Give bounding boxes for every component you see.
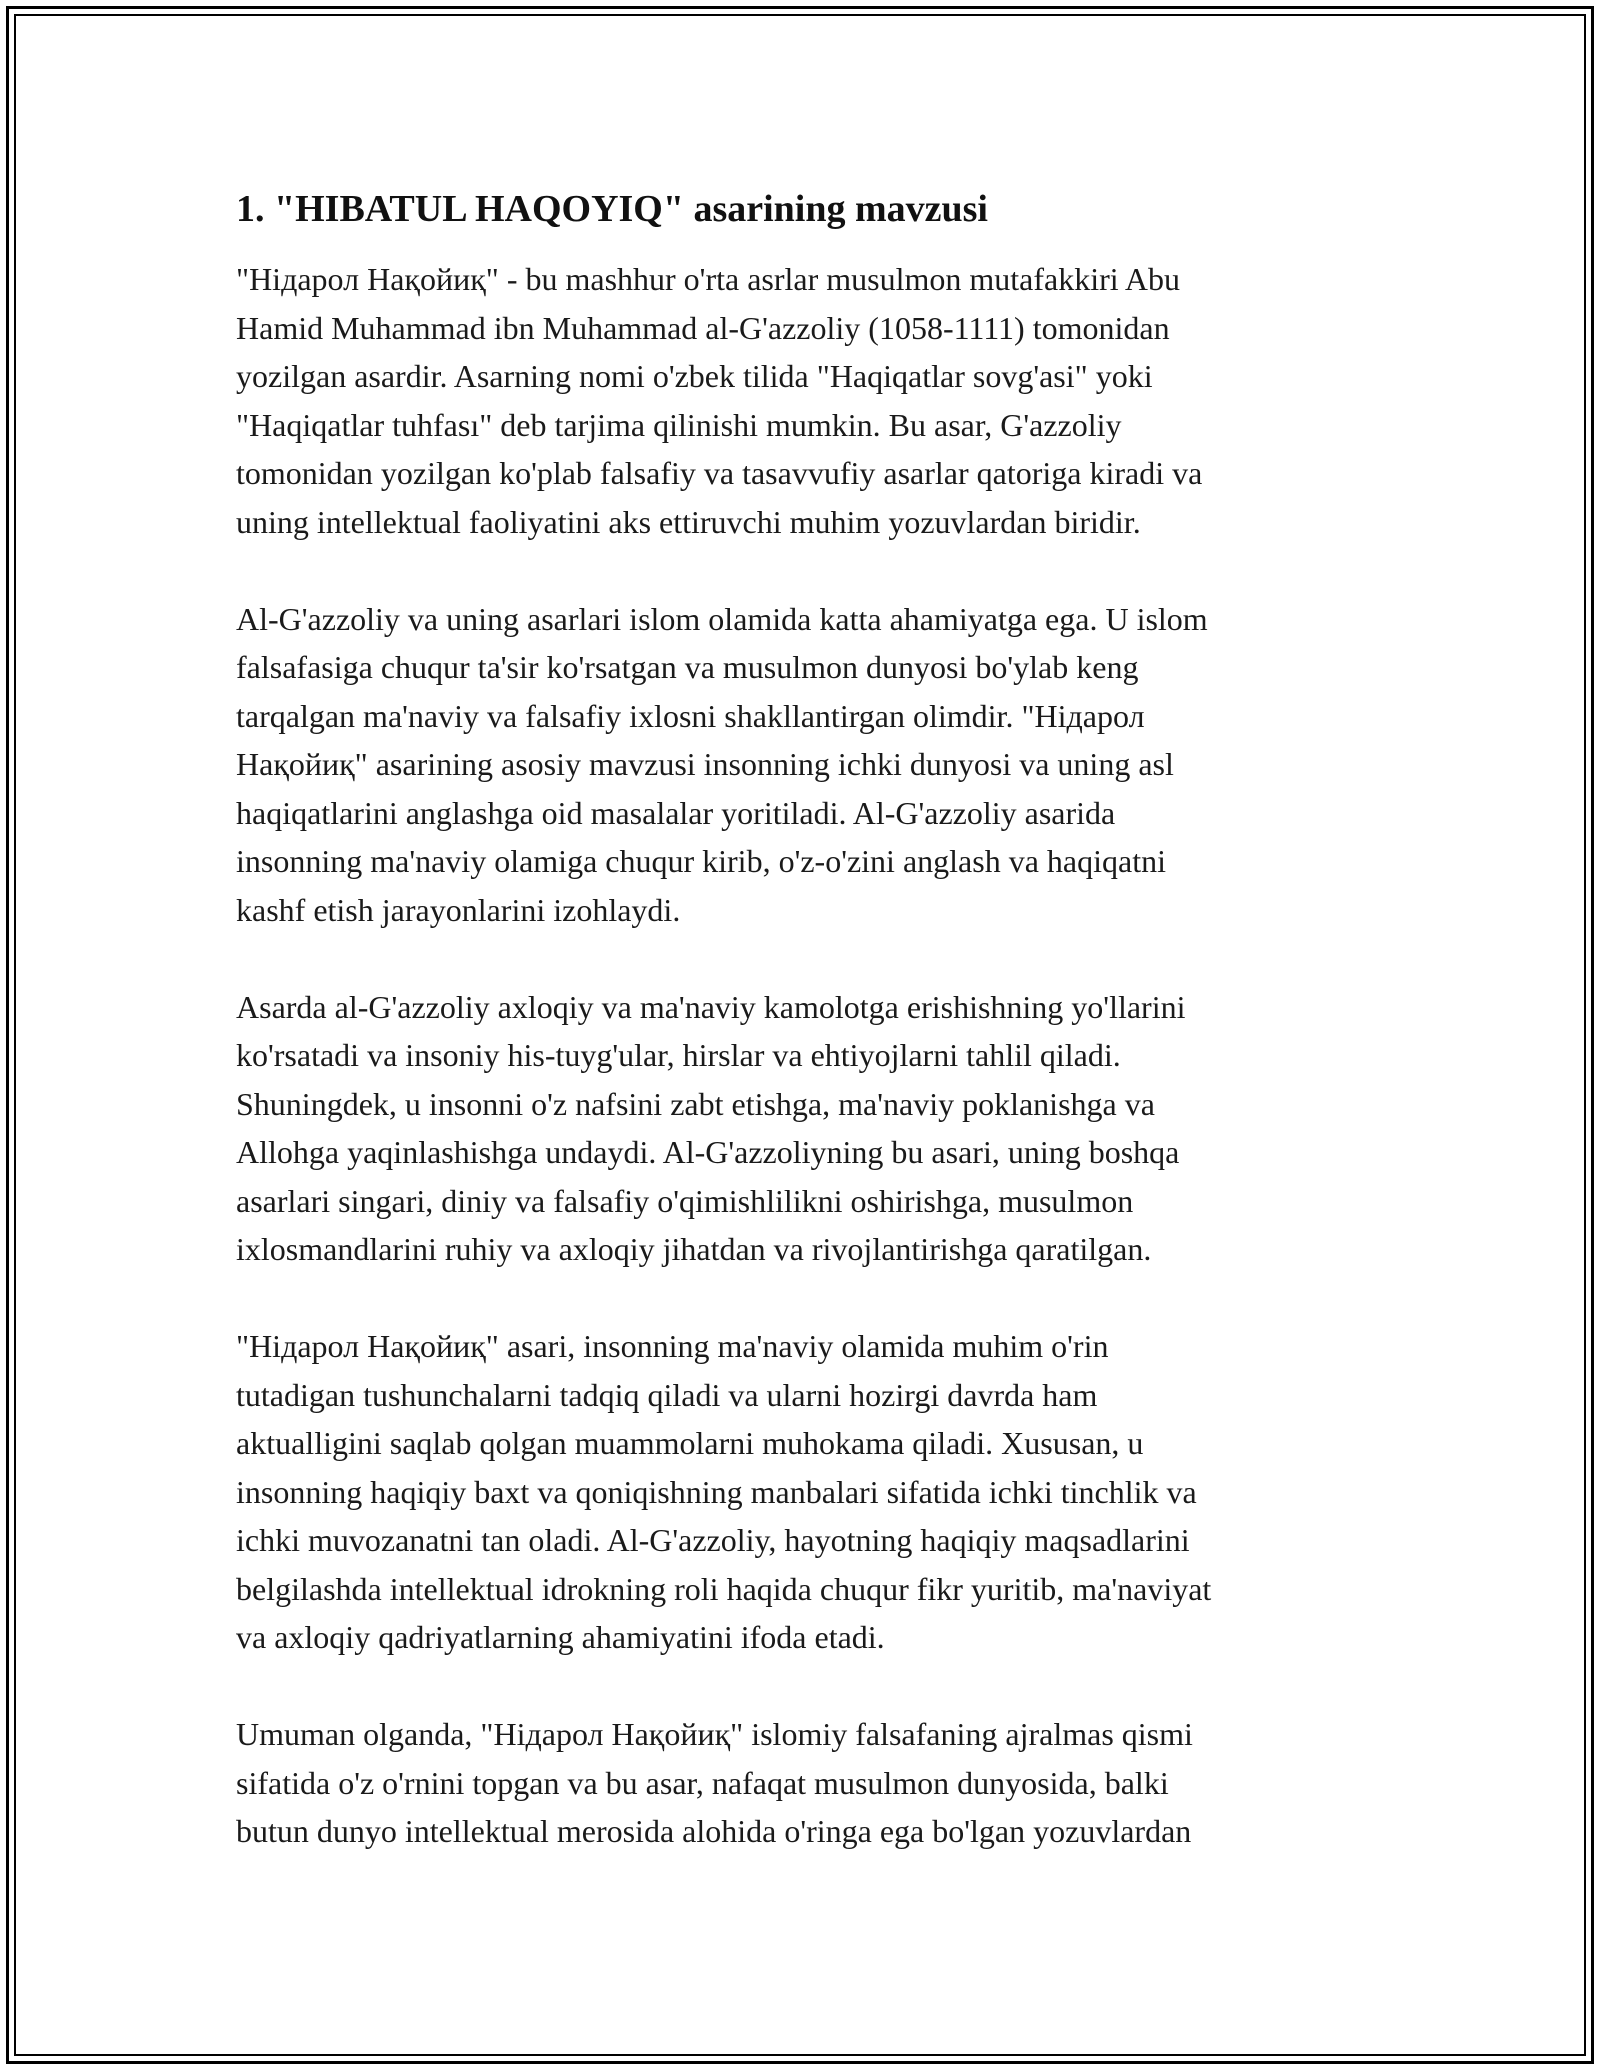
text-line: haqiqatlarini anglashga oid masalalar yoritiladi. Al-G'azzoliy asarida xyxy=(236,794,1116,831)
text-line: kashf etish jarayonlarini izohlaydi. xyxy=(236,891,681,928)
text-line: "Haqiqatlar tuhfası" deb tarjima qilinishi mumkin. Bu asar, G'azzoliy xyxy=(236,406,1122,443)
text-line: asarlari singari, diniy va falsafiy o'qimishlilikni oshirishga, musulmon xyxy=(236,1182,1134,1219)
text-line: Asarda al-G'azzoliy axloqiy va ma'naviy kamolotga erishishning yo'llarini xyxy=(236,988,1186,1025)
text-line: uning intellektual faoliyatini aks ettiruvchi muhim yozuvlardan biridir. xyxy=(236,503,1141,540)
paragraph-4 xyxy=(236,1322,1366,1662)
text-line: falsafasiga chuqur ta'sir ko'rsatgan va musulmon dunyosi bo'ylab keng xyxy=(236,649,1139,685)
text-line: "Hідарол Нақойиқ" asari, insonning ma'naviy olamida muhim o'rin xyxy=(236,1328,1109,1364)
text-line: tarqalgan ma'naviy va falsafiy ixlosni shakllantirgan olimdir. "Hідарол xyxy=(236,697,1145,734)
text-line: ixlosmandlarini ruhiy va axloqiy jihatdan va rivojlantirishga qaratilgan. xyxy=(236,1231,1152,1267)
text-line: insonning ma'naviy olamiga chuqur kirib, o'z-o'zini anglash va haqiqatni xyxy=(236,843,1166,879)
text-line: Shuningdek, u insonni o'z nafsini zabt etishga, ma'naviy poklanishga va xyxy=(236,1085,1155,1122)
paragraph-3 xyxy=(236,983,1366,1274)
text-line: Hamid Muhammad ibn Muhammad al-G'azzoliy (1058-1111) tomonidan xyxy=(236,309,1170,346)
paragraph-5 xyxy=(236,1710,1366,1856)
text-line: ichki muvozanatni tan oladi. Al-G'azzoliy, hayotning haqiqiy maqsadlarini xyxy=(236,1522,1190,1558)
text-line: Allohga yaqinlashishga undaydi. Al-G'azzoliyning bu asari, uning boshqa xyxy=(236,1134,1180,1170)
text-line: Umuman olganda, "Hідарол Нақойиқ" islomiy falsafaning ajralmas qismi xyxy=(236,1716,1193,1752)
text-line: ko'rsatadi va insoniy his-tuyg'ular, hirslar va ehtiyojlarni tahlil qiladi. xyxy=(236,1037,1121,1073)
text-line: aktualligini saqlab qolgan muammolarni muhokama qiladi. Xususan, u xyxy=(236,1425,1144,1461)
paragraph-2 xyxy=(236,595,1366,935)
text-line: "Hідарол Нақойиқ" - bu mashhur o'rta asrlar musulmon mutafakkiri Abu xyxy=(236,261,1180,297)
paragraph-1 xyxy=(236,255,1366,546)
text-line: Al-G'azzoliy va uning asarlari islom olamida katta ahamiyatga ega. U islom xyxy=(236,600,1208,637)
text-line: tutadigan tushunchalarni tadqiq qiladi va ularni hozirgi davrda ham xyxy=(236,1376,1098,1413)
text-line: va axloqiy qadriyatlarning ahamiyatini ifoda etadi. xyxy=(236,1619,885,1655)
text-line: butun dunyo intellektual merosida alohida o'ringa ega bo'lgan yozuvlardan xyxy=(236,1813,1192,1849)
document-heading: 1. "HIBATUL HAQOYIQ" asarining mavzusi xyxy=(236,188,988,230)
text-line: yozilgan asardir. Asarning nomi o'zbek tilida "Haqiqatlar sovg'asi" yoki xyxy=(236,358,1153,394)
text-line: insonning haqiqiy baxt va qoniqishning manbalari sifatida ichki tinchlik va xyxy=(236,1473,1197,1510)
text-line: Нақойиқ" asarining asosiy mavzusi insonning ichki dunyosi va uning asl xyxy=(236,746,1174,782)
text-line: belgilashda intellektual idrokning roli haqida chuqur fikr yuritib, ma'naviyat xyxy=(236,1570,1212,1607)
text-line: tomonidan yozilgan ko'plab falsafiy va tasavvufiy asarlar qatoriga kiradi va xyxy=(236,455,1203,491)
text-line: sifatida o'z o'rnini topgan va bu asar, nafaqat musulmon dunyosida, balki xyxy=(236,1764,1169,1801)
document-body xyxy=(236,185,1366,1904)
